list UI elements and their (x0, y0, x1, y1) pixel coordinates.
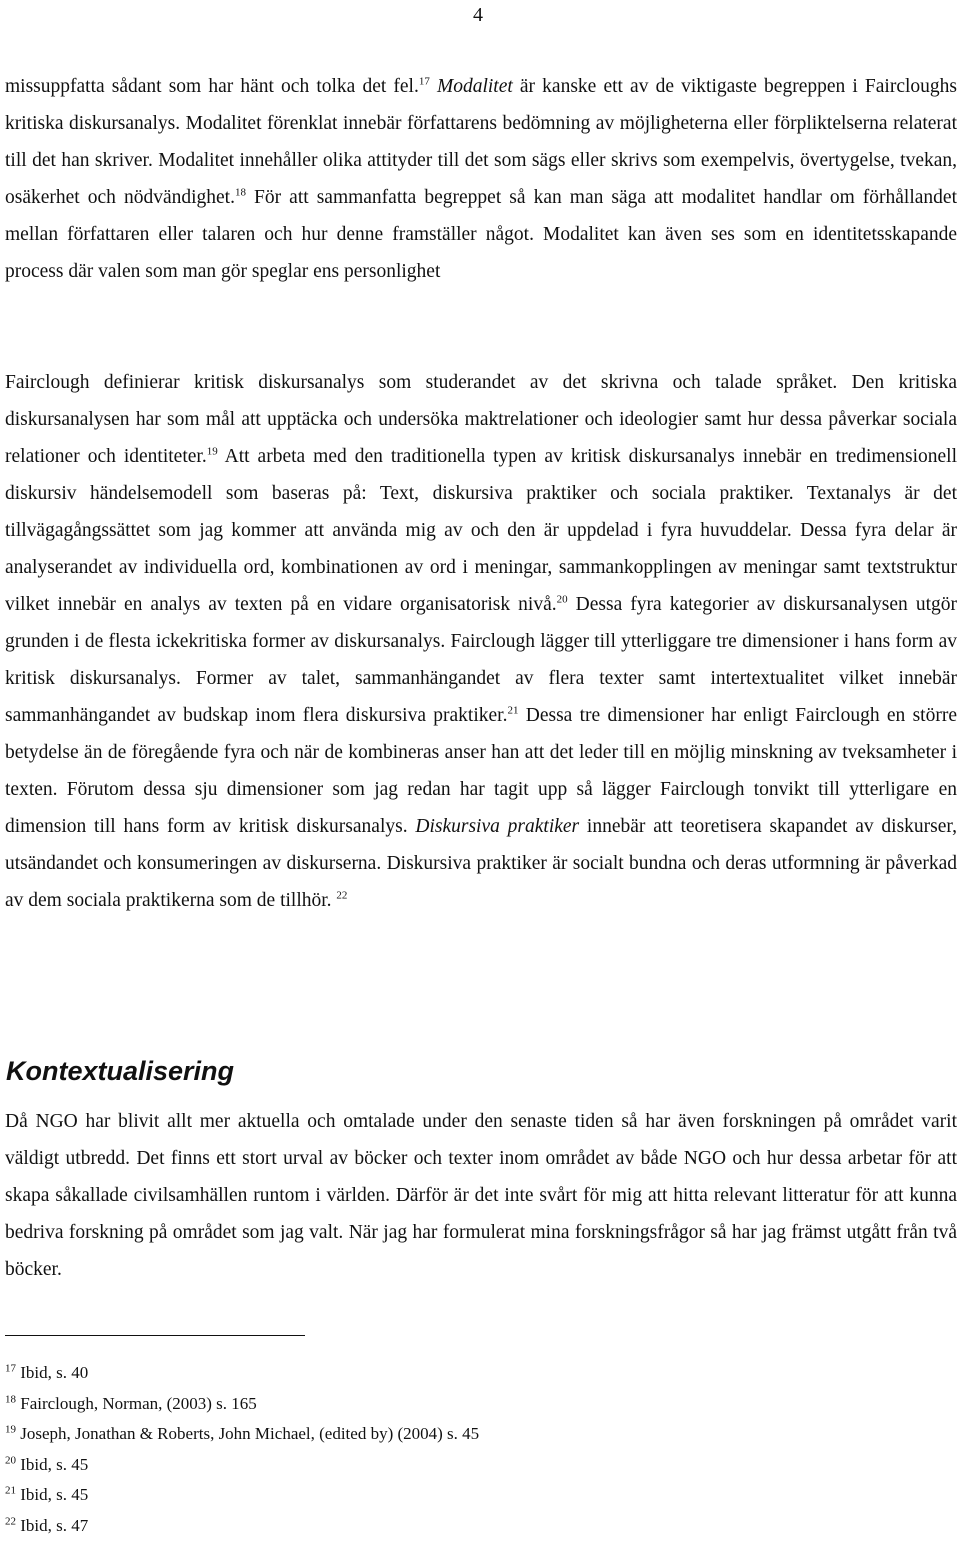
footnote-text: Ibid, s. 47 (20, 1515, 89, 1535)
italic-term: Modalitet (436, 76, 513, 97)
footnote-number: 20 (5, 1454, 16, 1467)
footnote-list (5, 1358, 479, 1542)
footnote-ref[interactable]: 18 (234, 186, 246, 199)
body-paragraph-modalitet (5, 68, 957, 290)
footnote-text: Ibid, s. 45 (20, 1485, 89, 1505)
paragraph-text: Dessa tre dimensioner har enligt Fairclough en större betydelse än de föregående fyra och när de kombineras anser han att det leder till en möjlig minskning av tveksamheter i texten. Förutom dessa sju dimensioner som jag redan har tagit upp så lägger Fairclough tonvikt till ytterligare en dimension till hans form av kritisk diskursanalys. (5, 705, 957, 837)
footnote-item (5, 1358, 479, 1389)
body-paragraph-kontext: Då NGO har blivit allt mer aktuella och omtalade under den senaste tiden så har även forskningen på området varit väldigt utbredd. Det finns ett stort urval av böcker och texter inom området av både NGO och hur dessa arbetar för att skapa såkallade civilsamhällen runtom i världen. Därför är det inte svårt för mig att hitta relevant litteratur för att kunna bedriva forskning på området som jag valt. När jag har formulerat mina forskningsfrågor så har jag främst utgått från två böcker. (5, 1111, 957, 1280)
footnote-ref[interactable]: 17 (418, 75, 430, 88)
paragraph-text: missuppfatta sådant som har hänt och tolka det fel. (5, 76, 419, 97)
footnote-ref[interactable]: 22 (336, 889, 348, 902)
footnote-number: 17 (5, 1362, 16, 1375)
footnote-number: 22 (5, 1515, 16, 1528)
footnote-ref[interactable]: 20 (556, 593, 568, 606)
footnote-number: 18 (5, 1392, 16, 1405)
paragraph-text: Fairclough definierar kritisk diskursanalys som studerandet av det skrivna och talade språket. Den kritiska diskursanalysen har som mål att upptäcka och undersöka maktrelationer och ideologier samt hur dessa påverkar sociala relationer och identiteter. (5, 372, 957, 467)
footnote-text: Ibid, s. 40 (20, 1363, 89, 1382)
footnote-ref[interactable]: 19 (206, 445, 218, 458)
paragraph-text: Dessa fyra kategorier av diskursanalysen utgör grunden i de flesta ickekritiska former av diskursanalys. Fairclough lägger till ytterliggare tre dimensioner i hans form av kritisk diskursanalys. Former av talet, sammanhängandet av flera texter samt intertextualitet vilket innebär sammanhängandet av budskap inom flera diskursiva praktiker. (5, 594, 957, 726)
footnote-ref[interactable]: 21 (507, 704, 519, 717)
paragraph-text: innebär att teoretisera skapandet av diskurser, utsändandet och konsumeringen av diskurserna. Diskursiva praktiker är socialt bundna och deras utformning är påverkad av dem sociala praktikerna som de tillhör. (5, 816, 957, 911)
footnote-text: Fairclough, Norman, (2003) s. 165 (20, 1393, 257, 1413)
footnote-item (5, 1389, 479, 1420)
footnote-text: Ibid, s. 45 (20, 1454, 89, 1474)
footnote-item (5, 1419, 479, 1450)
paragraph-text: Att arbeta med den traditionella typen av kritisk diskursanalys innebär en tredimensionell diskursiv händelsemodell som baseras på: Text, diskursiva praktiker och sociala praktiker. Textanalys är det tillvägagångssättet som jag kommer att använda mig av och den är uppdelad i fyra huvuddelar. Dessa fyra delar är analyserandet av individuella ord, kombinationen av ord i meningar, sammankopplingen av meningar samt textstruktur vilket innebär en analys av texten på en vidare organisatorisk nivå. (5, 446, 957, 615)
footnote-text: Joseph, Jonathan & Roberts, John Michael, (edited by) (2004) s. 45 (20, 1424, 480, 1444)
italic-term: Diskursiva praktiker (415, 816, 580, 837)
section-heading: Kontextualisering (6, 1056, 235, 1086)
footnote-number: 19 (5, 1423, 16, 1436)
footnote-number: 21 (5, 1484, 16, 1497)
footnote-item (5, 1450, 479, 1481)
footnote-item (5, 1480, 479, 1511)
paragraph-text: För att sammanfatta begreppet så kan man säga att modalitet handlar om förhållandet mellan författaren eller talaren och hur denne framställer något. Modalitet kan även ses som en identitetsskapande process där valen som man gör speglar ens personlighet (5, 187, 957, 282)
page-number: 4 (473, 4, 483, 26)
body-paragraph-fairclough (5, 364, 957, 919)
footnote-divider (5, 1335, 305, 1336)
paragraph-text: är kanske ett av de viktigaste begreppen i Faircloughs kritiska diskursanalys. Modalitet förenklat innebär författarens bedömning av möjligheterna eller förpliktelserna relaterat till det han skriver. Modalitet innehåller olika attityder till det som sägs eller skrivs som exempelvis, övertygelse, tvekan, osäkerhet och nödvändighet. (5, 76, 957, 208)
